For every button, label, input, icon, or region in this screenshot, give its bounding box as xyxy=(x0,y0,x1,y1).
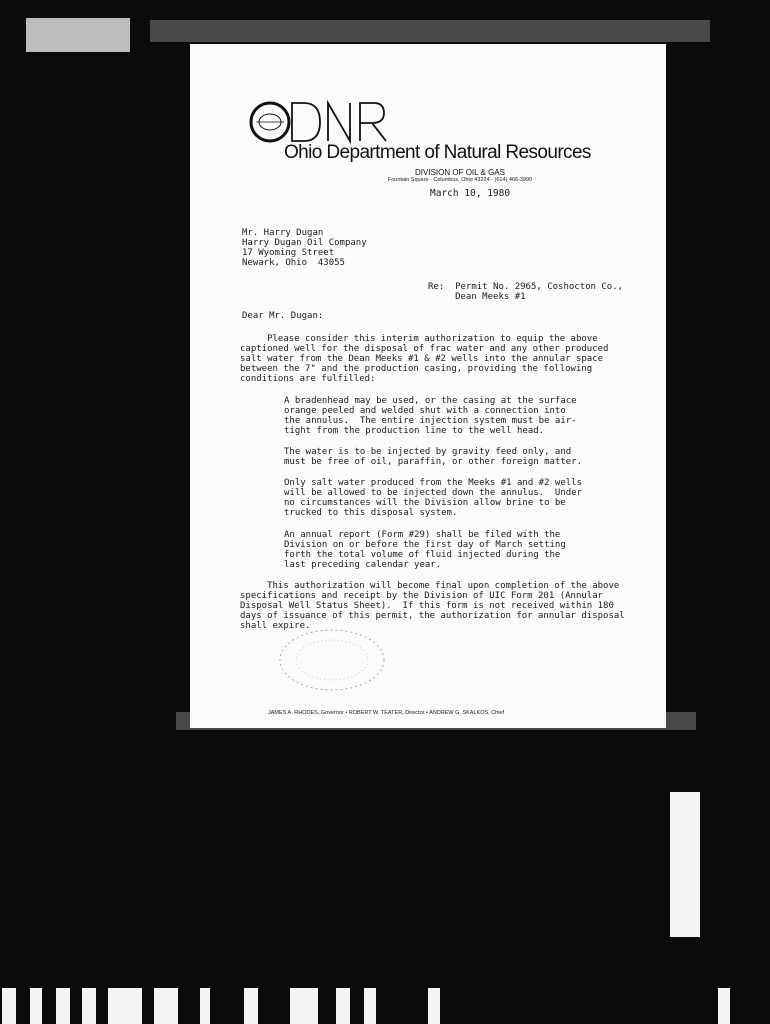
agency-name: Ohio Department of Natural Resources xyxy=(284,142,591,163)
body-paragraph-1: Please consider this interim authorization to equip the above captioned well for the disposal of frac water and any other produced salt water from the Dean Meeks #1 & #2 wells into the annular space between the 7" and the production casing, providing the following conditions are fulfilled: xyxy=(240,334,609,384)
recipient-name: Mr. Harry Dugan xyxy=(242,228,324,238)
scan-edge-bar-right xyxy=(670,792,700,937)
salutation: Dear Mr. Dugan: xyxy=(242,311,324,321)
re-well: Dean Meeks #1 xyxy=(428,292,526,302)
body-paragraph-2: This authorization will become final upon completion of the above specifications and receipt by the Division of UIC Form 201 (Annular Disposal Well Status Sheet). If this form is not received within 180 days of issuance of this permit, the authorization for annular disposal shall expire. xyxy=(240,581,625,631)
condition-3: Only salt water produced from the Meeks #1 and #2 wells will be allowed to be injected down the annulus. Under no circumstances will the Division allow brine to be trucked to this disposal system. xyxy=(284,478,583,518)
letter-page xyxy=(190,44,666,728)
condition-2: The water is to be injected by gravity feed only, and must be free of oil, paraffin, or other foreign matter. xyxy=(284,447,583,467)
scan-noise-top-left xyxy=(26,18,130,52)
recipient-street: 17 Wyoming Street xyxy=(242,248,335,258)
condition-1: A bradenhead may be used, or the casing at the surface orange peeled and welded shut with a connection into the annulus. The entire injection system must be air- tight from the production line to the well head. xyxy=(284,396,577,436)
condition-4: An annual report (Form #29) shall be filed with the Division on or before the first day of March setting forth the total volume of fluid injected during the last preceding calendar year. xyxy=(284,530,566,570)
recipient-city: Newark, Ohio 43055 xyxy=(242,258,345,268)
scan-noise-band xyxy=(150,20,710,42)
officials-footer: JAMES A. RHODES, Governor • ROBERT W. TEATER, Director • ANDREW G. SKALKOS, Chief xyxy=(268,710,505,716)
re-line xyxy=(428,282,623,302)
recipient-company: Harry Dugan Oil Company xyxy=(242,238,367,248)
re-permit: Re: Permit No. 2965, Coshocton Co., xyxy=(428,282,624,292)
faded-seal-stamp xyxy=(272,624,392,698)
recipient-address xyxy=(242,228,367,268)
letter-date: March 10, 1980 xyxy=(430,188,511,199)
division-name: DIVISION OF OIL & GAS xyxy=(415,168,505,177)
division-address: Fountain Square · Columbus, Ohio 43224 · (614) 466-3990 xyxy=(387,177,533,183)
